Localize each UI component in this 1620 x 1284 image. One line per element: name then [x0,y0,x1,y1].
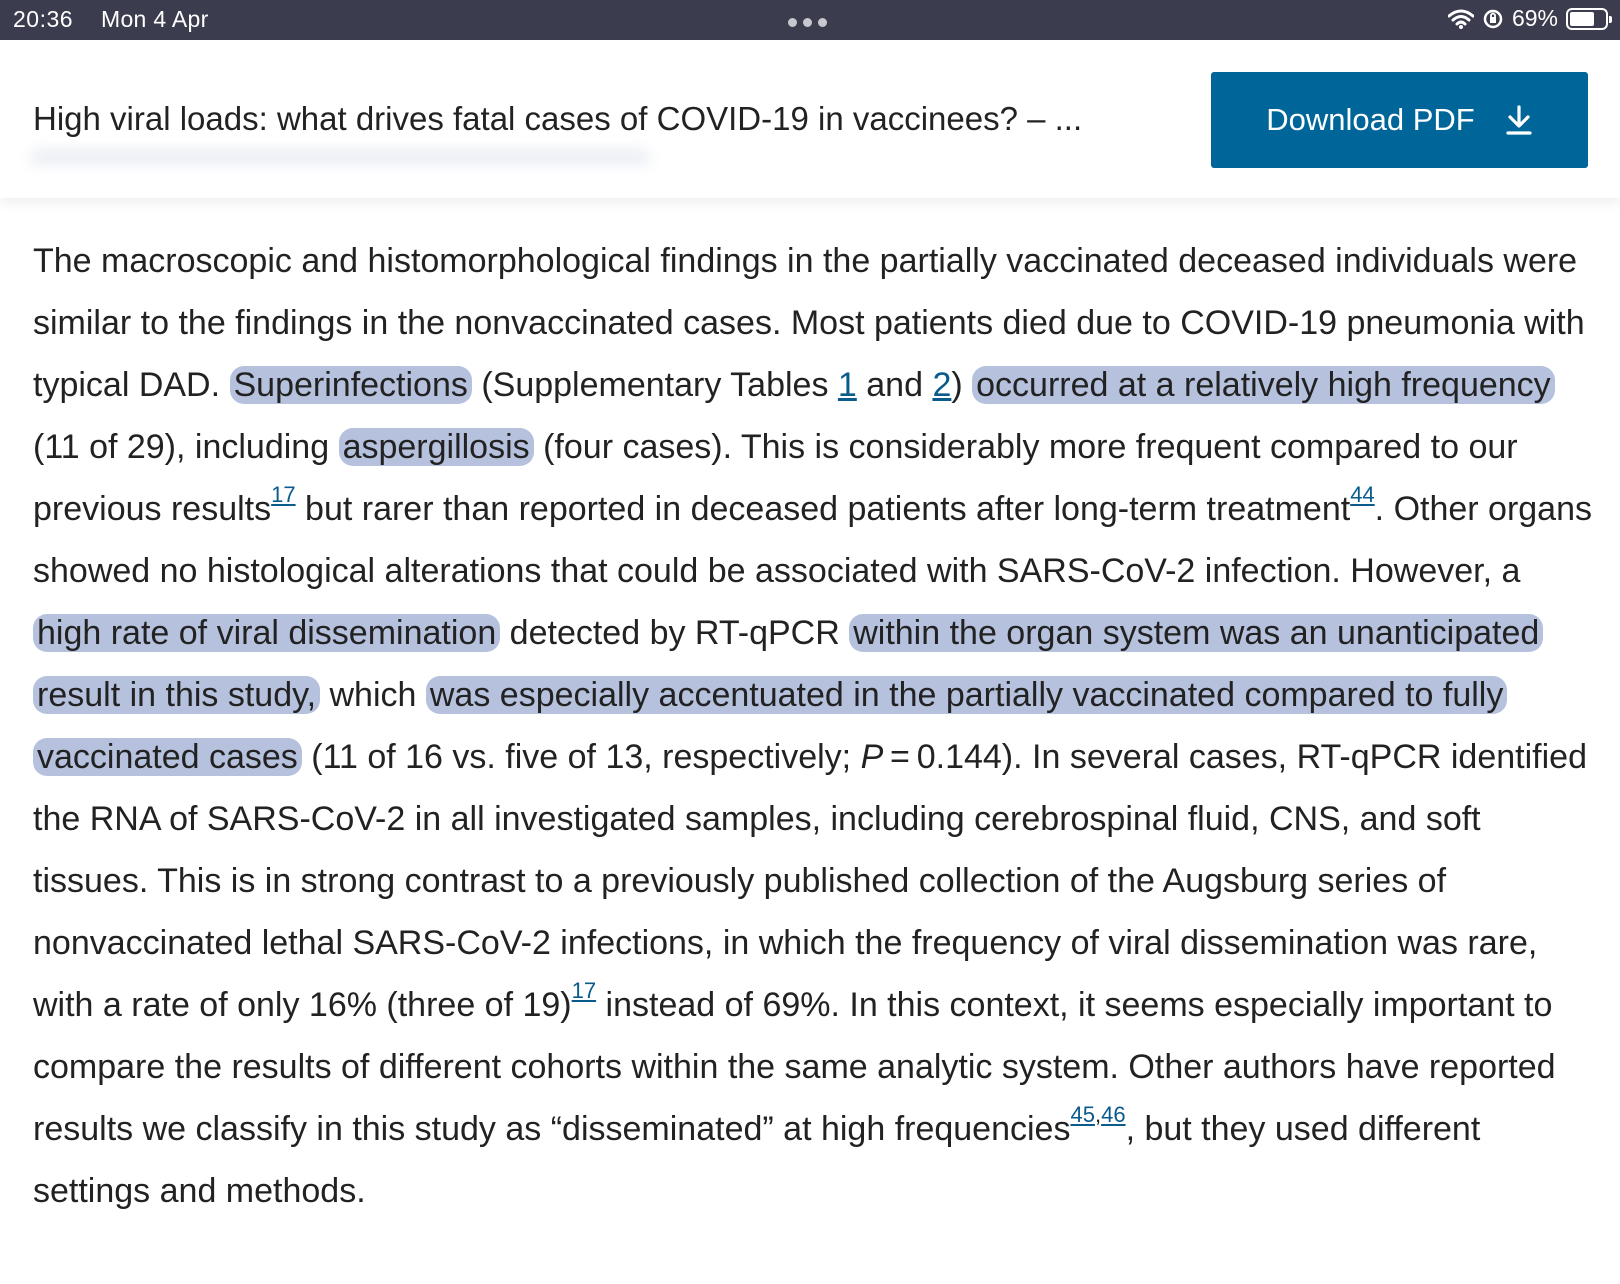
reference-17-link[interactable]: 17 [571,978,597,1003]
text-run: (four cases). This is considerably more frequent compared to our previous results [33,428,1518,528]
article-paragraph [33,230,1593,1222]
text-run: ) [951,366,973,404]
article-title: High viral loads: what drives fatal cases of COVID-19 in vaccinees? – ... [33,100,1083,137]
reference-44-link[interactable]: 44 [1350,482,1375,507]
highlighted-text: was especially accentuated in the partially vaccinated compared to fully vaccinated cases [33,676,1507,776]
download-icon [1505,105,1533,135]
text-run: = 0.144). In several cases, RT-qPCR identified the RNA of SARS-CoV-2 in all investigated samples, including cerebrospinal fluid, CNS, and soft tissues. This is in strong contrast to a previously published collection of the Augsburg series of nonvaccinated lethal SARS-CoV-2 infections, in which the frequency of viral dissemination was rare, with a rate of only 16% (three of 19) [33,738,1587,1024]
reference-group [1070,1102,1125,1127]
article-header [0,40,1620,198]
status-bar [0,0,1620,40]
text-run: . Other organs showed no histological alterations that could be associated with SARS-CoV-2 infection. However, a [33,490,1593,590]
highlighted-text: occurred at a relatively high frequency [972,366,1555,404]
status-indicators [1448,5,1608,32]
download-pdf-button[interactable] [1211,72,1588,168]
text-run: , but they used different settings and methods. [33,1110,1481,1210]
status-time: 20:36 [13,6,74,32]
text-run: detected by RT-qPCR [500,614,850,652]
p-value-variable: P [860,738,884,776]
reference-separator: , [1094,1102,1102,1127]
text-run: (11 of 29), including [33,428,339,466]
highlight-smudge [30,148,650,166]
text-run: but rarer than reported in deceased patients after long-term treatment [295,490,1351,528]
text-run: which [320,676,426,714]
highlighted-text: aspergillosis [339,428,534,466]
reference-45-link[interactable]: 45 [1070,1102,1095,1127]
highlighted-text: Superinfections [230,366,472,404]
reference-46-link[interactable]: 46 [1101,1102,1126,1127]
text-run: and [856,366,933,404]
highlighted-text: within the organ system was an unanticipated result in this study, [33,614,1543,714]
text-run: instead of 69%. In this context, it seems especially important to compare the results of different cohorts within the same analytic system. Other authors have reported results we classify in this study as “disseminated” at high frequencies [33,986,1556,1148]
article-body [33,230,1593,1222]
highlighted-text: high rate of viral dissemination [33,614,500,652]
download-pdf-label: Download PDF [1266,102,1475,137]
text-run: (11 of 16 vs. five of 13, respectively; [301,738,861,776]
wifi-icon [1448,8,1474,30]
text-run: The macroscopic and histomorphological findings in the partially vaccinated deceased individuals were similar to the findings in the nonvaccinated cases. Most patients died due to COVID-19 pneumonia with typical DAD. [33,242,1585,404]
text-run: (Supplementary Tables [471,366,838,404]
status-date: Mon 4 Apr [101,6,209,32]
multitasking-dots-icon[interactable] [788,18,827,27]
battery-icon [1566,8,1608,30]
orientation-lock-icon [1482,8,1504,30]
supplementary-table-2-link[interactable]: 2 [932,366,952,404]
reference-17-link[interactable]: 17 [271,482,296,507]
supplementary-table-1-link[interactable]: 1 [837,366,857,404]
battery-percent: 69% [1511,5,1558,31]
